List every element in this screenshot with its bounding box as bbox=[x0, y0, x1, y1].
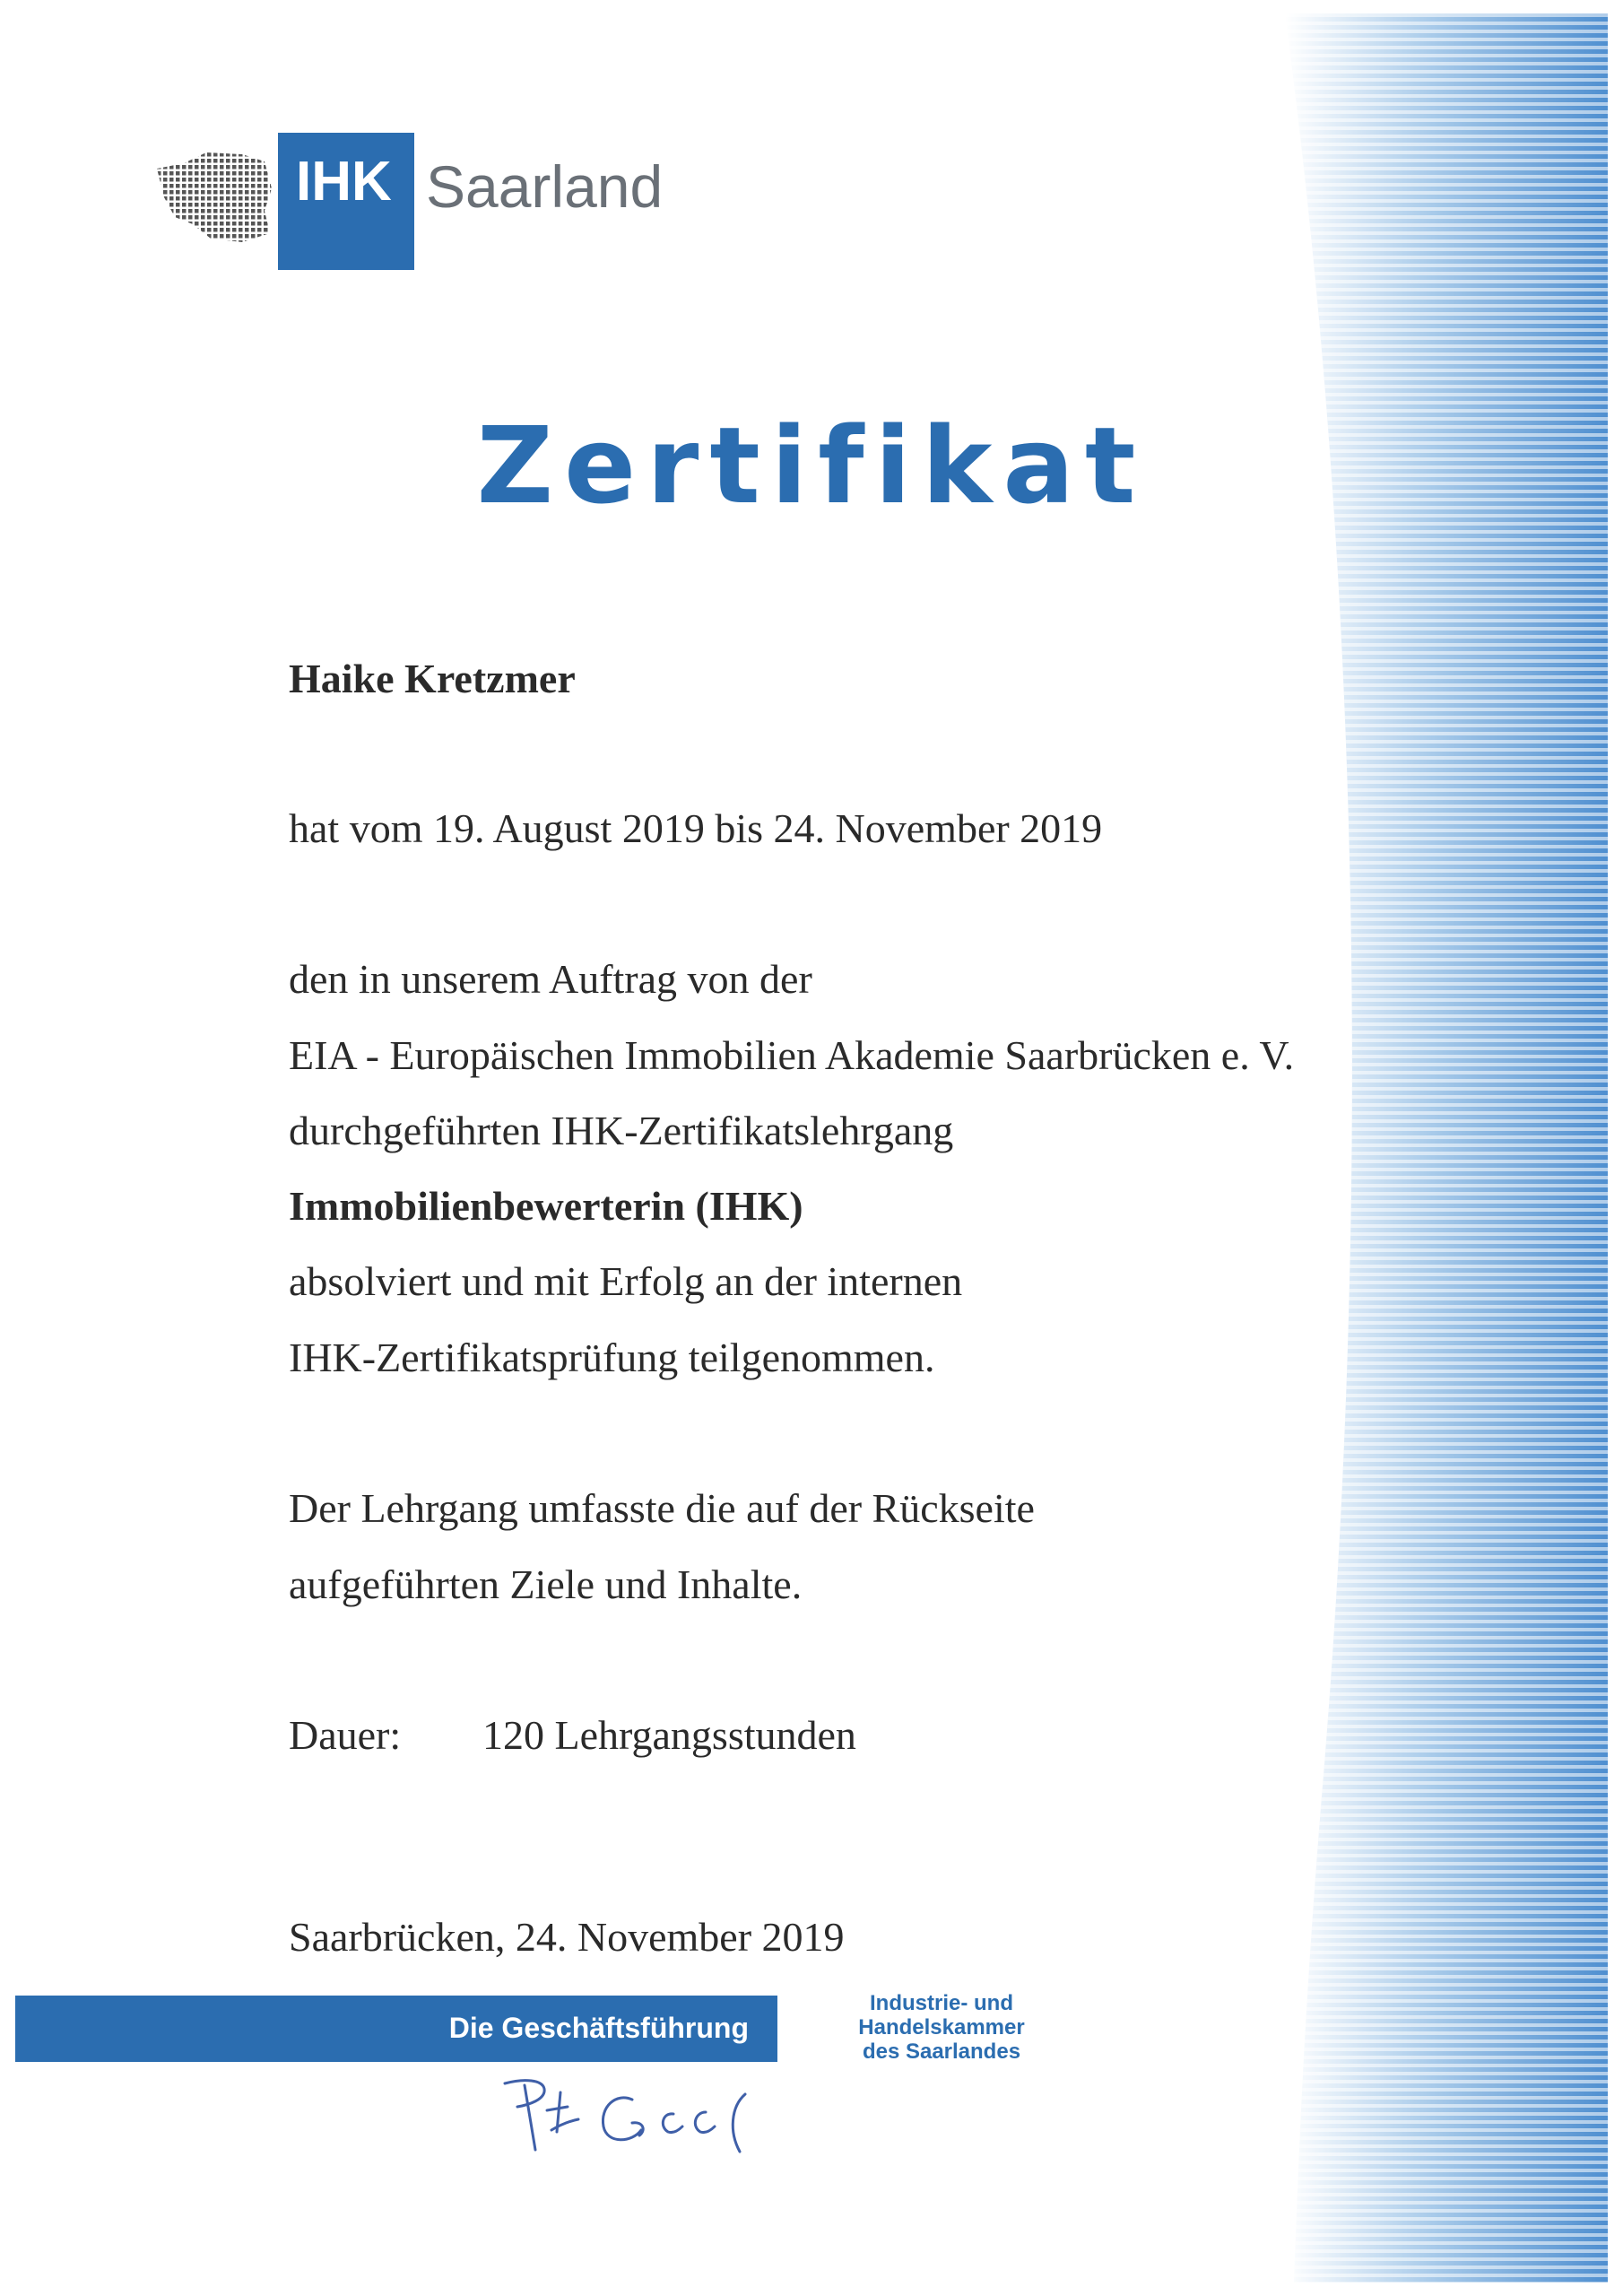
duration-value: 120 Lehrgangsstunden bbox=[482, 1712, 856, 1758]
duration-label: Dauer: bbox=[289, 1712, 402, 1758]
handwritten-signature bbox=[498, 2067, 803, 2166]
chamber-line-1: Industrie- und bbox=[870, 1991, 1013, 2015]
chamber-line-2: Handelskammer bbox=[858, 2015, 1025, 2039]
body-line-5: absolviert und mit Erfolg an der internen bbox=[289, 1258, 963, 1304]
certificate-title: Zertifikat bbox=[476, 404, 1147, 527]
course-period: hat vom 19. August 2019 bis 24. November 2019 bbox=[289, 805, 1103, 851]
course-name: Immobilienbewerterin (IHK) bbox=[289, 1183, 803, 1229]
body-line-1: den in unserem Auftrag von der bbox=[289, 956, 812, 1002]
contents-line-1: Der Lehrgang umfasste die auf der Rückseite bbox=[289, 1485, 1035, 1531]
body-line-3: durchgeführten IHK-Zertifikatslehrgang bbox=[289, 1108, 954, 1153]
recipient-name: Haike Kretzmer bbox=[289, 656, 576, 701]
saarland-map-icon bbox=[157, 152, 272, 242]
place-date: Saarbrücken, 24. November 2019 bbox=[289, 1914, 845, 1960]
body-line-2: EIA - Europäischen Immobilien Akademie Saarbrücken e. V. bbox=[289, 1032, 1295, 1078]
chamber-name bbox=[812, 1991, 1072, 2064]
contents-line-2: aufgeführten Ziele und Inhalte. bbox=[289, 1561, 803, 1607]
management-bar bbox=[15, 1996, 777, 2062]
logo-region: Saarland bbox=[426, 153, 664, 220]
management-label: Die Geschäftsführung bbox=[448, 2012, 749, 2044]
logo-abbr-box: IHK bbox=[278, 133, 414, 270]
decorative-stripe-band bbox=[1249, 13, 1608, 2283]
body-line-6: IHK-Zertifikatsprüfung teilgenommen. bbox=[289, 1335, 935, 1380]
ihk-saarland-logo bbox=[157, 133, 664, 276]
chamber-line-3: des Saarlandes bbox=[862, 2039, 1021, 2064]
